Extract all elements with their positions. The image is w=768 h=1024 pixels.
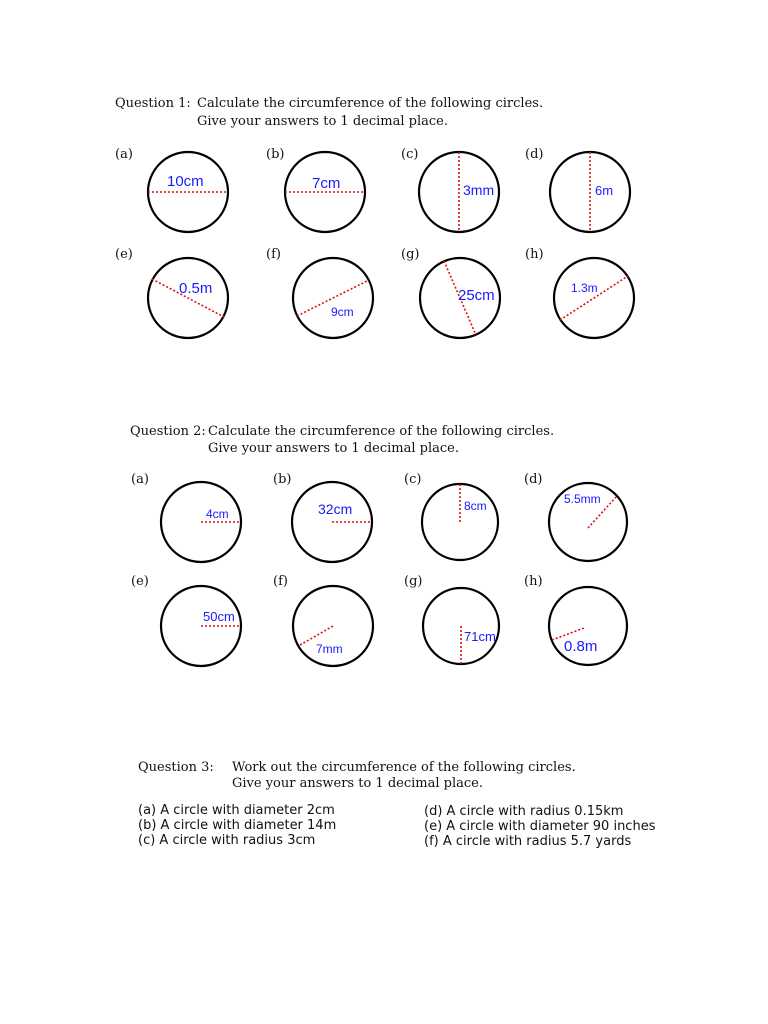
q3-item-e: (e) A circle with diameter 90 inches	[424, 819, 656, 834]
q2-label-h: (h)	[524, 574, 543, 589]
q3-item-a: (a) A circle with diameter 2cm	[138, 803, 335, 818]
q2-label-e: (e)	[131, 574, 149, 589]
q2-label-b: (b)	[273, 472, 292, 487]
q2-measure-c: 8cm	[464, 499, 487, 513]
question-2-precision-note: Give your answers to 1 decimal place.	[208, 441, 459, 456]
q2-measure-a: 4cm	[206, 507, 229, 521]
q1-measure-e: 0.5m	[179, 280, 213, 297]
q1-label-c: (c)	[401, 147, 419, 162]
q1-label-a: (a)	[115, 147, 133, 162]
q2-measure-g: 71cm	[464, 629, 496, 644]
q2-measure-d: 5.5mm	[564, 492, 601, 506]
q2-label-f: (f)	[273, 574, 288, 589]
question-3-instruction: Work out the circumference of the following circles.	[232, 760, 576, 775]
q2-label-d: (d)	[524, 472, 543, 487]
q1-label-f: (f)	[266, 247, 281, 262]
q2-measure-f: 7mm	[316, 642, 343, 656]
question-2-instruction: Calculate the circumference of the following circles.	[208, 424, 555, 439]
question-3-precision-note: Give your answers to 1 decimal place.	[232, 776, 483, 791]
q1-measure-a: 10cm	[167, 173, 204, 190]
q2-label-g: (g)	[404, 574, 423, 589]
q1-measure-b: 7cm	[312, 175, 341, 192]
q1-measure-f: 9cm	[331, 305, 354, 319]
q2-label-c: (c)	[404, 472, 422, 487]
q1-measure-c: 3mm	[463, 182, 495, 198]
question-3-title: Question 3:	[138, 760, 214, 775]
q1-label-h: (h)	[525, 247, 544, 262]
question-1-title: Question 1:	[115, 96, 191, 111]
q3-item-f: (f) A circle with radius 5.7 yards	[424, 834, 632, 849]
q1-label-e: (e)	[115, 247, 133, 262]
q1-label-b: (b)	[266, 147, 285, 162]
q1-label-d: (d)	[525, 147, 544, 162]
q3-item-c: (c) A circle with radius 3cm	[138, 833, 316, 848]
q2-measure-b: 32cm	[318, 501, 353, 517]
q3-item-b: (b) A circle with diameter 14m	[138, 818, 337, 833]
q1-measure-h: 1.3m	[571, 281, 598, 295]
q1-measure-g: 25cm	[458, 287, 495, 304]
q1-label-g: (g)	[401, 247, 420, 262]
q2-measure-e: 50cm	[203, 609, 235, 624]
q3-item-d: (d) A circle with radius 0.15km	[424, 804, 624, 819]
q2-label-a: (a)	[131, 472, 149, 487]
question-1-instruction: Calculate the circumference of the following circles.	[197, 96, 544, 111]
question-2-title: Question 2:	[130, 424, 206, 439]
question-1-precision-note: Give your answers to 1 decimal place.	[197, 114, 448, 129]
q2-measure-h: 0.8m	[564, 638, 598, 655]
q1-measure-d: 6m	[595, 183, 614, 198]
